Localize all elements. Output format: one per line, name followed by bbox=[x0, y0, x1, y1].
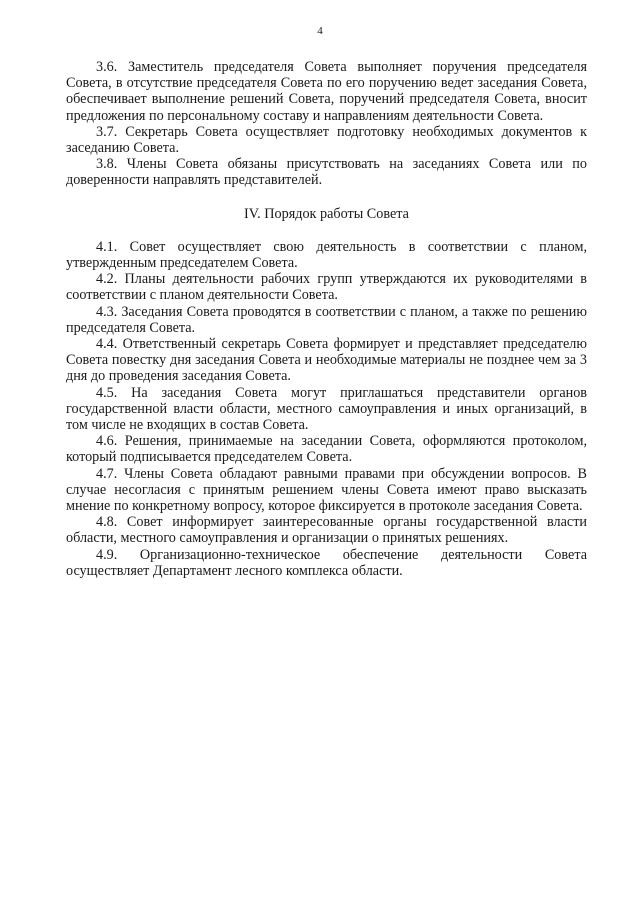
paragraph-4-4: 4.4. Ответственный секретарь Совета формирует и представляет председателю Совета повестку дня заседания Совета и необходимые материалы не позднее чем за 3 дня до проведения заседания Совета. bbox=[66, 336, 587, 385]
paragraph-3-6: 3.6. Заместитель председателя Совета выполняет поручения председателя Совета, в отсутствие председателя Совета по его поручению ведет заседания Совета, обеспечивает выполнение решений Совета, поручений председателя Совета, вносит предложения по персональному составу и направлениям деятельности Совета. bbox=[66, 59, 587, 124]
page-number: 4 bbox=[317, 25, 323, 37]
paragraph-3-8: 3.8. Члены Совета обязаны присутствовать на заседаниях Совета или по доверенности направлять представителей. bbox=[66, 156, 587, 189]
paragraph-4-6: 4.6. Решения, принимаемые на заседании Совета, оформляются протоколом, который подписывается председателем Совета. bbox=[66, 433, 587, 466]
paragraph-4-8: 4.8. Совет информирует заинтересованные органы государственной власти области, местного самоуправления и организации о принятых решениях. bbox=[66, 514, 587, 547]
paragraph-4-3: 4.3. Заседания Совета проводятся в соответствии с планом, а также по решению председателя Совета. bbox=[66, 303, 587, 336]
paragraph-4-2: 4.2. Планы деятельности рабочих групп утверждаются их руководителями в соответствии с планом деятельности Совета. bbox=[66, 271, 587, 304]
paragraph-4-1: 4.1. Совет осуществляет свою деятельность в соответствии с планом, утвержденным председателем Совета. bbox=[66, 238, 587, 272]
section-heading: IV. Порядок работы Совета bbox=[244, 205, 409, 222]
paragraph-4-7: 4.7. Члены Совета обладают равными правами при обсуждении вопросов. В случае несогласия с принятым решением члены Совета имеют право высказать мнение по конкретному вопросу, которое фиксируется в протоколе заседания Совета. bbox=[66, 465, 587, 515]
paragraph-3-7: 3.7. Секретарь Совета осуществляет подготовку необходимых документов к заседанию Совета. bbox=[66, 123, 587, 157]
paragraph-4-9: 4.9. Организационно-техническое обеспечение деятельности Совета осуществляет Департамент лесного комплекса области. bbox=[66, 546, 587, 579]
document-body bbox=[66, 59, 587, 579]
paragraph-4-5: 4.5. На заседания Совета могут приглашаться представители органов государственной власти области, местного самоуправления и иных организаций, в том числе не входящих в состав Совета. bbox=[66, 384, 587, 434]
